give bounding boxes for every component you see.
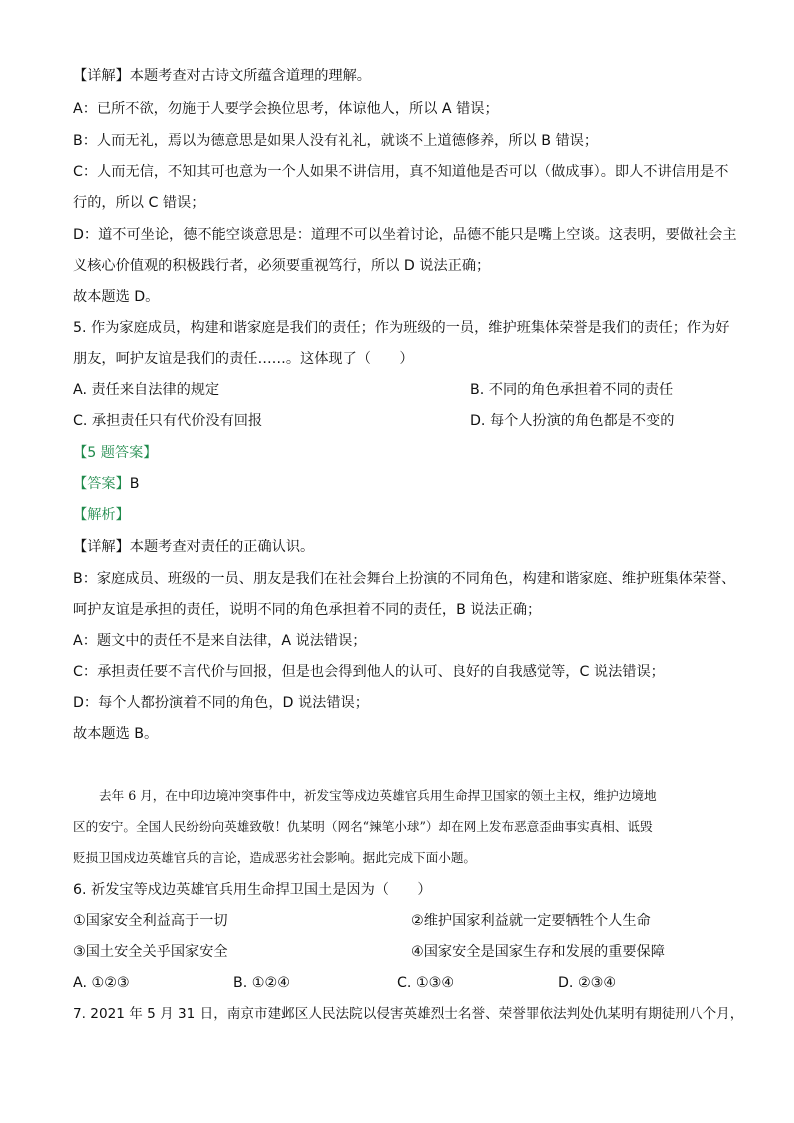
q5-answer-line [73,474,736,494]
q5-analysis-heading: 【解析】 [73,507,130,523]
q6-option-d: D. ②③④ [558,975,617,991]
q5-option-c-analysis: C：承担责任要不言代价与回报，但是也会得到他人的认可、良好的自我感觉等，C 说法错误； [73,664,665,680]
q5-stem-1: 5. 作为家庭成员，构建和谐家庭是我们的责任；作为班级的一员，维护班集体荣誉是我们的责任；作为好 [73,320,730,336]
detail-tag: 【详解】 [73,68,130,84]
q7-stem: 7. 2021 年 5 月 31 日，南京市建邺区人民法院以侵害英雄烈士名誉、荣誉罪依法判处仇某明有期徒刑八个月， [73,1006,744,1022]
q6-option-b: B. ①②④ [233,975,290,991]
q6-statement-4: ④国家安全是国家生存和发展的重要保障 [411,944,665,960]
q6-statement-2: ②维护国家利益就一定要牺牲个人生命 [411,913,651,929]
q6-statement-3: ③国土安全关乎国家安全 [73,944,228,960]
q4-conclusion: 故本题选 D。 [73,289,160,305]
q5-answer-heading: 【5 题答案】 [73,445,158,461]
q4-option-d-analysis-2: 义核心价值观的积极践行者，必须要重视笃行，所以 D 说法正确； [73,258,491,274]
detail-tag: 【详解】 [73,539,130,555]
q5-conclusion: 故本题选 B。 [73,726,159,742]
q5-option-d: D. 每个人扮演的角色都是不变的 [470,413,675,429]
passage-line-1: 去年 6 月，在中印边境冲突事件中，祈发宝等戍边英雄官兵用生命捍卫国家的领土主权，维护边境地 [99,788,657,803]
q5-option-b-analysis-1: B：家庭成员、班级的一员、朋友是我们在社会舞台上扮演的不同角色，构建和谐家庭、维护班集体荣誉、 [73,571,736,587]
answer-tag: 【答案】 [73,476,130,492]
detail-text: 本题考查对责任的正确认识。 [129,539,315,555]
q4-option-b-analysis: B：人而无礼，焉以为德意思是如果人没有礼礼，就谈不上道德修养，所以 B 错误； [73,133,599,149]
q4-option-c-analysis-1: C：人而无信，不知其可也意为一个人如果不讲信用，真不知道他是否可以（做成事）。即人不讲信用是不 [73,164,729,180]
q6-statements-row-2 [73,942,736,962]
q5-detail-line [73,537,736,557]
detail-text: 本题考查对古诗文所蕴含道理的理解。 [129,68,371,84]
q6-option-a: A. ①②③ [73,975,130,991]
q5-option-b-analysis-2: 呵护友谊是承担的责任，说明不同的角色承担着不同的责任，B 说法正确； [73,602,542,618]
q6-statement-1: ①国家安全利益高于一切 [73,913,228,929]
q5-option-b: B. 不同的角色承担着不同的责任 [470,382,674,398]
q5-option-a-analysis: A：题文中的责任不是来自法律，A 说法错误； [73,633,367,649]
q6-stem: 6. 祈发宝等戍边英雄官兵用生命捍卫国土是因为（ ） [73,882,432,898]
answer-value: B [129,476,140,492]
q4-option-d-analysis-1: D：道不可坐论，德不能空谈意思是：道理不可以坐着讨论，品德不能只是嘴上空谈。这表明，要做社会主 [73,227,737,243]
q5-options-row-2 [73,411,736,431]
q5-stem-2: 朋友，呵护友谊是我们的责任……。这体现了（ ） [73,351,414,367]
passage-line-3: 贬损卫国戍边英雄官兵的言论，造成恶劣社会影响。据此完成下面小题。 [73,850,476,865]
q5-options-row-1 [73,380,736,400]
q5-option-c: C. 承担责任只有代价没有回报 [73,413,263,429]
q6-statements-row-1 [73,911,736,931]
q6-option-c: C. ①③④ [397,975,455,991]
passage-line-2: 区的安宁。全国人民纷纷向英雄致敬！仇某明（网名“辣笔小球”）却在网上发布恶意歪曲事实真相、诋毁 [73,819,653,834]
q4-option-a-analysis: A：已所不欲，勿施于人要学会换位思考，体谅他人，所以 A 错误； [73,101,499,117]
q5-option-d-analysis: D：每个人都扮演着不同的角色，D 说法错误； [73,695,369,711]
q4-option-c-analysis-2: 行的，所以 C 错误； [73,195,206,211]
q4-detail-line [73,66,736,86]
q5-option-a: A. 责任来自法律的规定 [73,382,220,398]
